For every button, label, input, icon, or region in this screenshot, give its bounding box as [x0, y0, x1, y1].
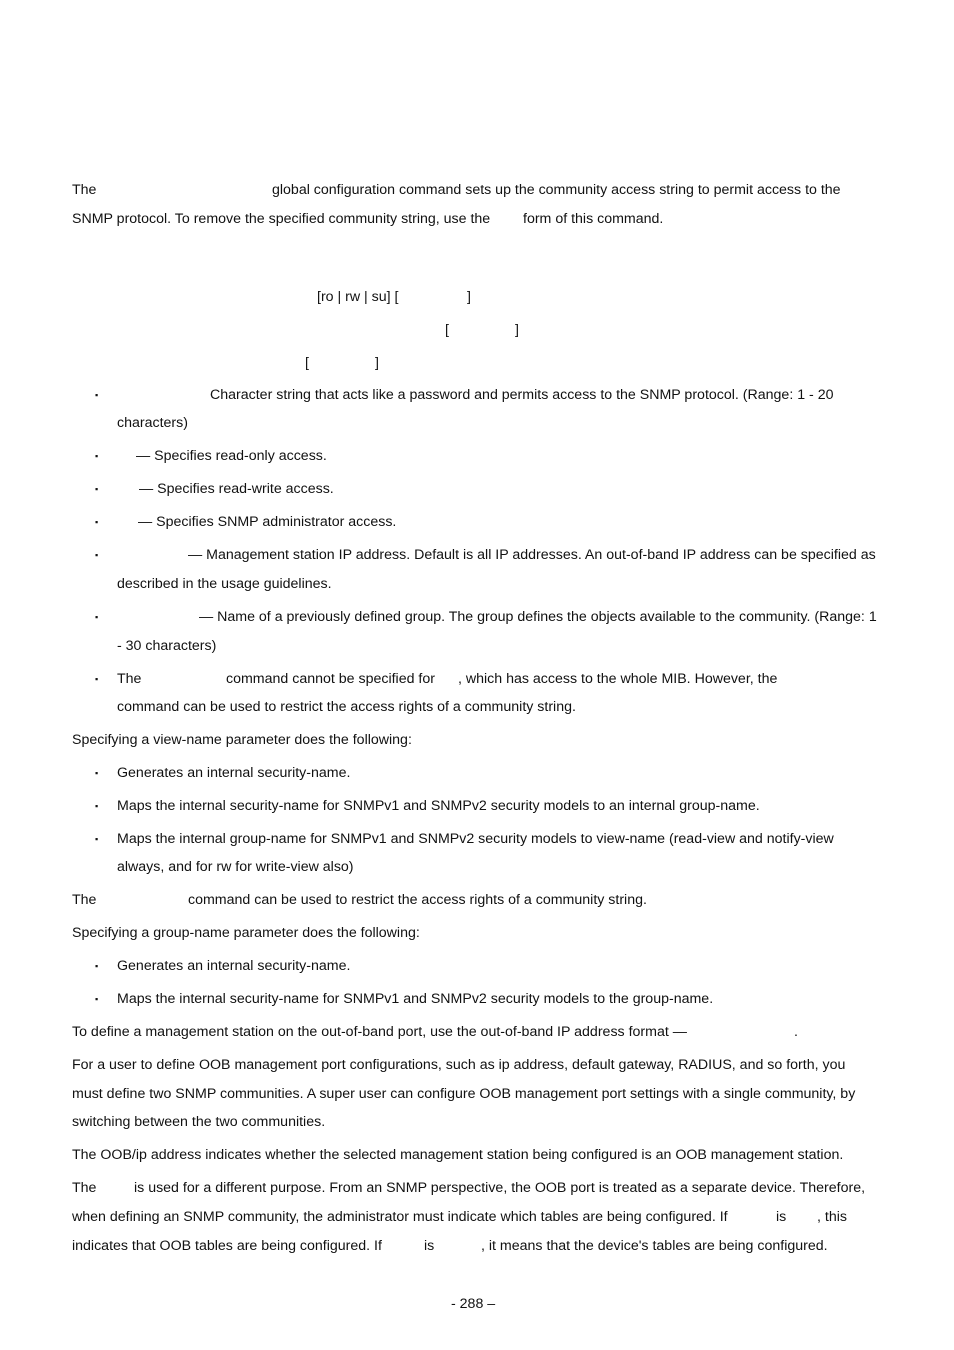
list-item: Maps the internal security-name for SNMPv1 and SNMPv2 security models to the group-name. [117, 991, 714, 1007]
bullet-icon: ▪ [95, 994, 99, 1004]
bullet-icon: ▪ [95, 961, 99, 971]
oob-text: The OOB/ip address indicates whether the selected management station being configured is an OOB management station. [72, 1147, 844, 1163]
page-number: - 288 – [451, 1296, 496, 1312]
syntax-bracket: [ [305, 355, 309, 371]
usage-note: command can be used to restrict the access rights of a community string. [117, 699, 576, 715]
syntax-bracket: ] [515, 322, 519, 338]
syntax-line: [ro | rw | su] [ [317, 289, 399, 305]
intro-text: SNMP protocol. To remove the specified community string, use the [72, 211, 491, 227]
oob-text: switching between the two communities. [72, 1114, 326, 1130]
list-item: Generates an internal security-name. [117, 765, 351, 781]
bullet-icon: ▪ [95, 768, 99, 778]
usage-note: The [117, 671, 142, 687]
bullet-icon: ▪ [95, 612, 99, 622]
syntax-bracket: ] [467, 289, 471, 305]
bullet-icon: ▪ [95, 451, 99, 461]
access-text: command can be used to restrict the access rights of a community string. [188, 892, 647, 908]
oob-text: The [72, 1180, 97, 1196]
oob-text: indicates that OOB tables are being configured. If [72, 1238, 382, 1254]
usage-note: command cannot be specified for [226, 671, 435, 687]
oob-text: To define a management station on the out-of-band port, use the out-of-band IP address format — [72, 1024, 687, 1040]
list-item: Generates an internal security-name. [117, 958, 351, 974]
syntax-bracket: [ [445, 322, 449, 338]
param-description: Character string that acts like a password and permits access to the SNMP protocol. (Range: 1 - 20 [210, 387, 834, 403]
oob-text: , this [817, 1209, 847, 1225]
list-item: Maps the internal security-name for SNMPv1 and SNMPv2 security models to an internal group-name. [117, 798, 760, 814]
oob-text: is used for a different purpose. From an SNMP perspective, the OOB port is treated as a separate device. Therefore, [134, 1180, 866, 1196]
bullet-icon: ▪ [95, 390, 99, 400]
bullet-icon: ▪ [95, 801, 99, 811]
bullet-icon: ▪ [95, 834, 99, 844]
param-description: — Management station IP address. Default is all IP addresses. An out-of-band IP address can be specified as [188, 547, 876, 563]
view-intro: Specifying a view-name parameter does the following: [72, 732, 412, 748]
oob-text: when defining an SNMP community, the administrator must indicate which tables are being configured. If [72, 1209, 728, 1225]
param-description: described in the usage guidelines. [117, 576, 332, 592]
param-description: — Specifies read-write access. [139, 481, 334, 497]
list-item: Maps the internal group-name for SNMPv1 and SNMPv2 security models to view-name (read-view and notify-view [117, 831, 834, 847]
bullet-icon: ▪ [95, 674, 99, 684]
oob-text: is [776, 1209, 787, 1225]
bullet-icon: ▪ [95, 484, 99, 494]
param-description: — Name of a previously defined group. The group defines the objects available to the community. (Range: 1 [199, 609, 877, 625]
access-text: The [72, 892, 97, 908]
intro-text: The [72, 182, 97, 198]
oob-text: . [794, 1024, 798, 1040]
list-item: always, and for rw for write-view also) [117, 859, 354, 875]
oob-text: must define two SNMP communities. A super user can configure OOB management port settings with a single community, by [72, 1086, 856, 1102]
usage-note: , which has access to the whole MIB. However, the [458, 671, 778, 687]
oob-text: , it means that the device's tables are being configured. [481, 1238, 828, 1254]
intro-text: form of this command. [523, 211, 664, 227]
bullet-icon: ▪ [95, 517, 99, 527]
intro-text: global configuration command sets up the community access string to permit access to the [272, 182, 841, 198]
oob-text: is [424, 1238, 435, 1254]
param-description: — Specifies read-only access. [136, 448, 327, 464]
param-description: characters) [117, 415, 188, 431]
oob-text: For a user to define OOB management port configurations, such as ip address, default gateway, RADIUS, and so forth, you [72, 1057, 846, 1073]
syntax-bracket: ] [375, 355, 379, 371]
group-intro: Specifying a group-name parameter does the following: [72, 925, 420, 941]
param-description: - 30 characters) [117, 638, 217, 654]
param-description: — Specifies SNMP administrator access. [138, 514, 397, 530]
bullet-icon: ▪ [95, 550, 99, 560]
